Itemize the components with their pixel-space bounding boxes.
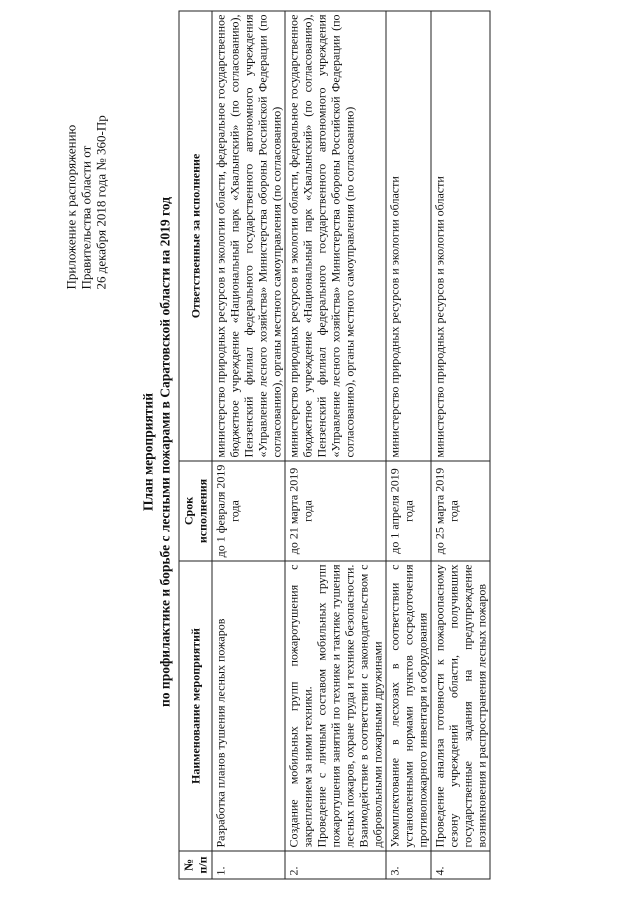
header-responsible: Ответственные за исполнение (179, 11, 212, 461)
header-num: № п/п (179, 851, 212, 879)
row-responsible: министерство природных ресурсов и экологии области (386, 11, 431, 461)
approval-line-3: 26 декабря 2018 года № 360-Пр (93, 115, 109, 290)
row-name: Разработка планов тушения лесных пожаров (212, 561, 285, 851)
document-title: План мероприятий (140, 393, 156, 511)
row-deadline: до 1 февраля 2019 года (212, 461, 285, 561)
header-deadline: Срок исполнения (179, 461, 212, 561)
header-name: Наименование мероприятий (179, 561, 212, 851)
approval-note (64, 20, 109, 290)
row-responsible: министерство природных ресурсов и экологии области, федеральное государственное бюджетное учреждение «Национальный парк «Хвалынский» (по согласованию), Пензенский филиал федерального государственного автономного учреждения «Управление лесного хозяйства» Министерства обороны Российской Федерации (по согласованию), органы местного самоуправления (по согласованию) (285, 11, 386, 461)
document-subtitle: по профилактике и борьбе с лесными пожарами в Саратовской области на 2019 год (157, 197, 173, 707)
row-deadline: до 1 апреля 2019 года (386, 461, 431, 561)
approval-line-1: Приложение к распоряжению (63, 124, 79, 290)
table-row (431, 11, 490, 879)
table-header-row (179, 11, 212, 879)
row-name-part-3: Взаимодействие в соответствии с законодательством с добровольными пожарными дружинами (356, 564, 385, 848)
row-name: Укомплектование в лесхозах в соответствии с установленными нормами пунктов сосредоточения противопожарного инвентаря и оборудования (386, 561, 431, 851)
approval-line-2: Правительства области от (78, 145, 94, 290)
row-num: 2. (285, 851, 386, 879)
row-num: 1. (212, 851, 285, 879)
table-row (386, 11, 431, 879)
row-name-part-2: Проведение с личным составом мобильных групп пожаротушения занятий по технике и тактике тушения лесных пожаров, охране труда и технике безопасности. (314, 564, 357, 848)
row-name (285, 561, 386, 851)
row-name: Проведение анализа готовности к пожароопасному сезону учреждений области, получивших государственные задания на предупреждение возникновения и распространения лесных пожаров (431, 561, 490, 851)
row-deadline: до 21 марта 2019 года (285, 461, 386, 561)
measures-table (179, 11, 491, 880)
row-responsible: министерство природных ресурсов и экологии области, федеральное государственное бюджетное учреждение «Национальный парк «Хвалынский» (по согласованию), Пензенский филиал федерального государственного автономного учреждения «Управление лесного хозяйства» Министерства обороны Российской Федерации (по согласованию), органы местного самоуправления (по согласованию) (212, 11, 285, 461)
row-deadline: до 25 марта 2019 года (431, 461, 490, 561)
document-page (1, 0, 640, 905)
table-row (212, 11, 285, 879)
row-num: 4. (431, 851, 490, 879)
row-num: 3. (386, 851, 431, 879)
row-responsible: министерство природных ресурсов и экологии области (431, 11, 490, 461)
row-name-part-1: Создание мобильных групп пожаротушения с закреплением за ними техники. (286, 564, 315, 848)
table-row (285, 11, 386, 879)
